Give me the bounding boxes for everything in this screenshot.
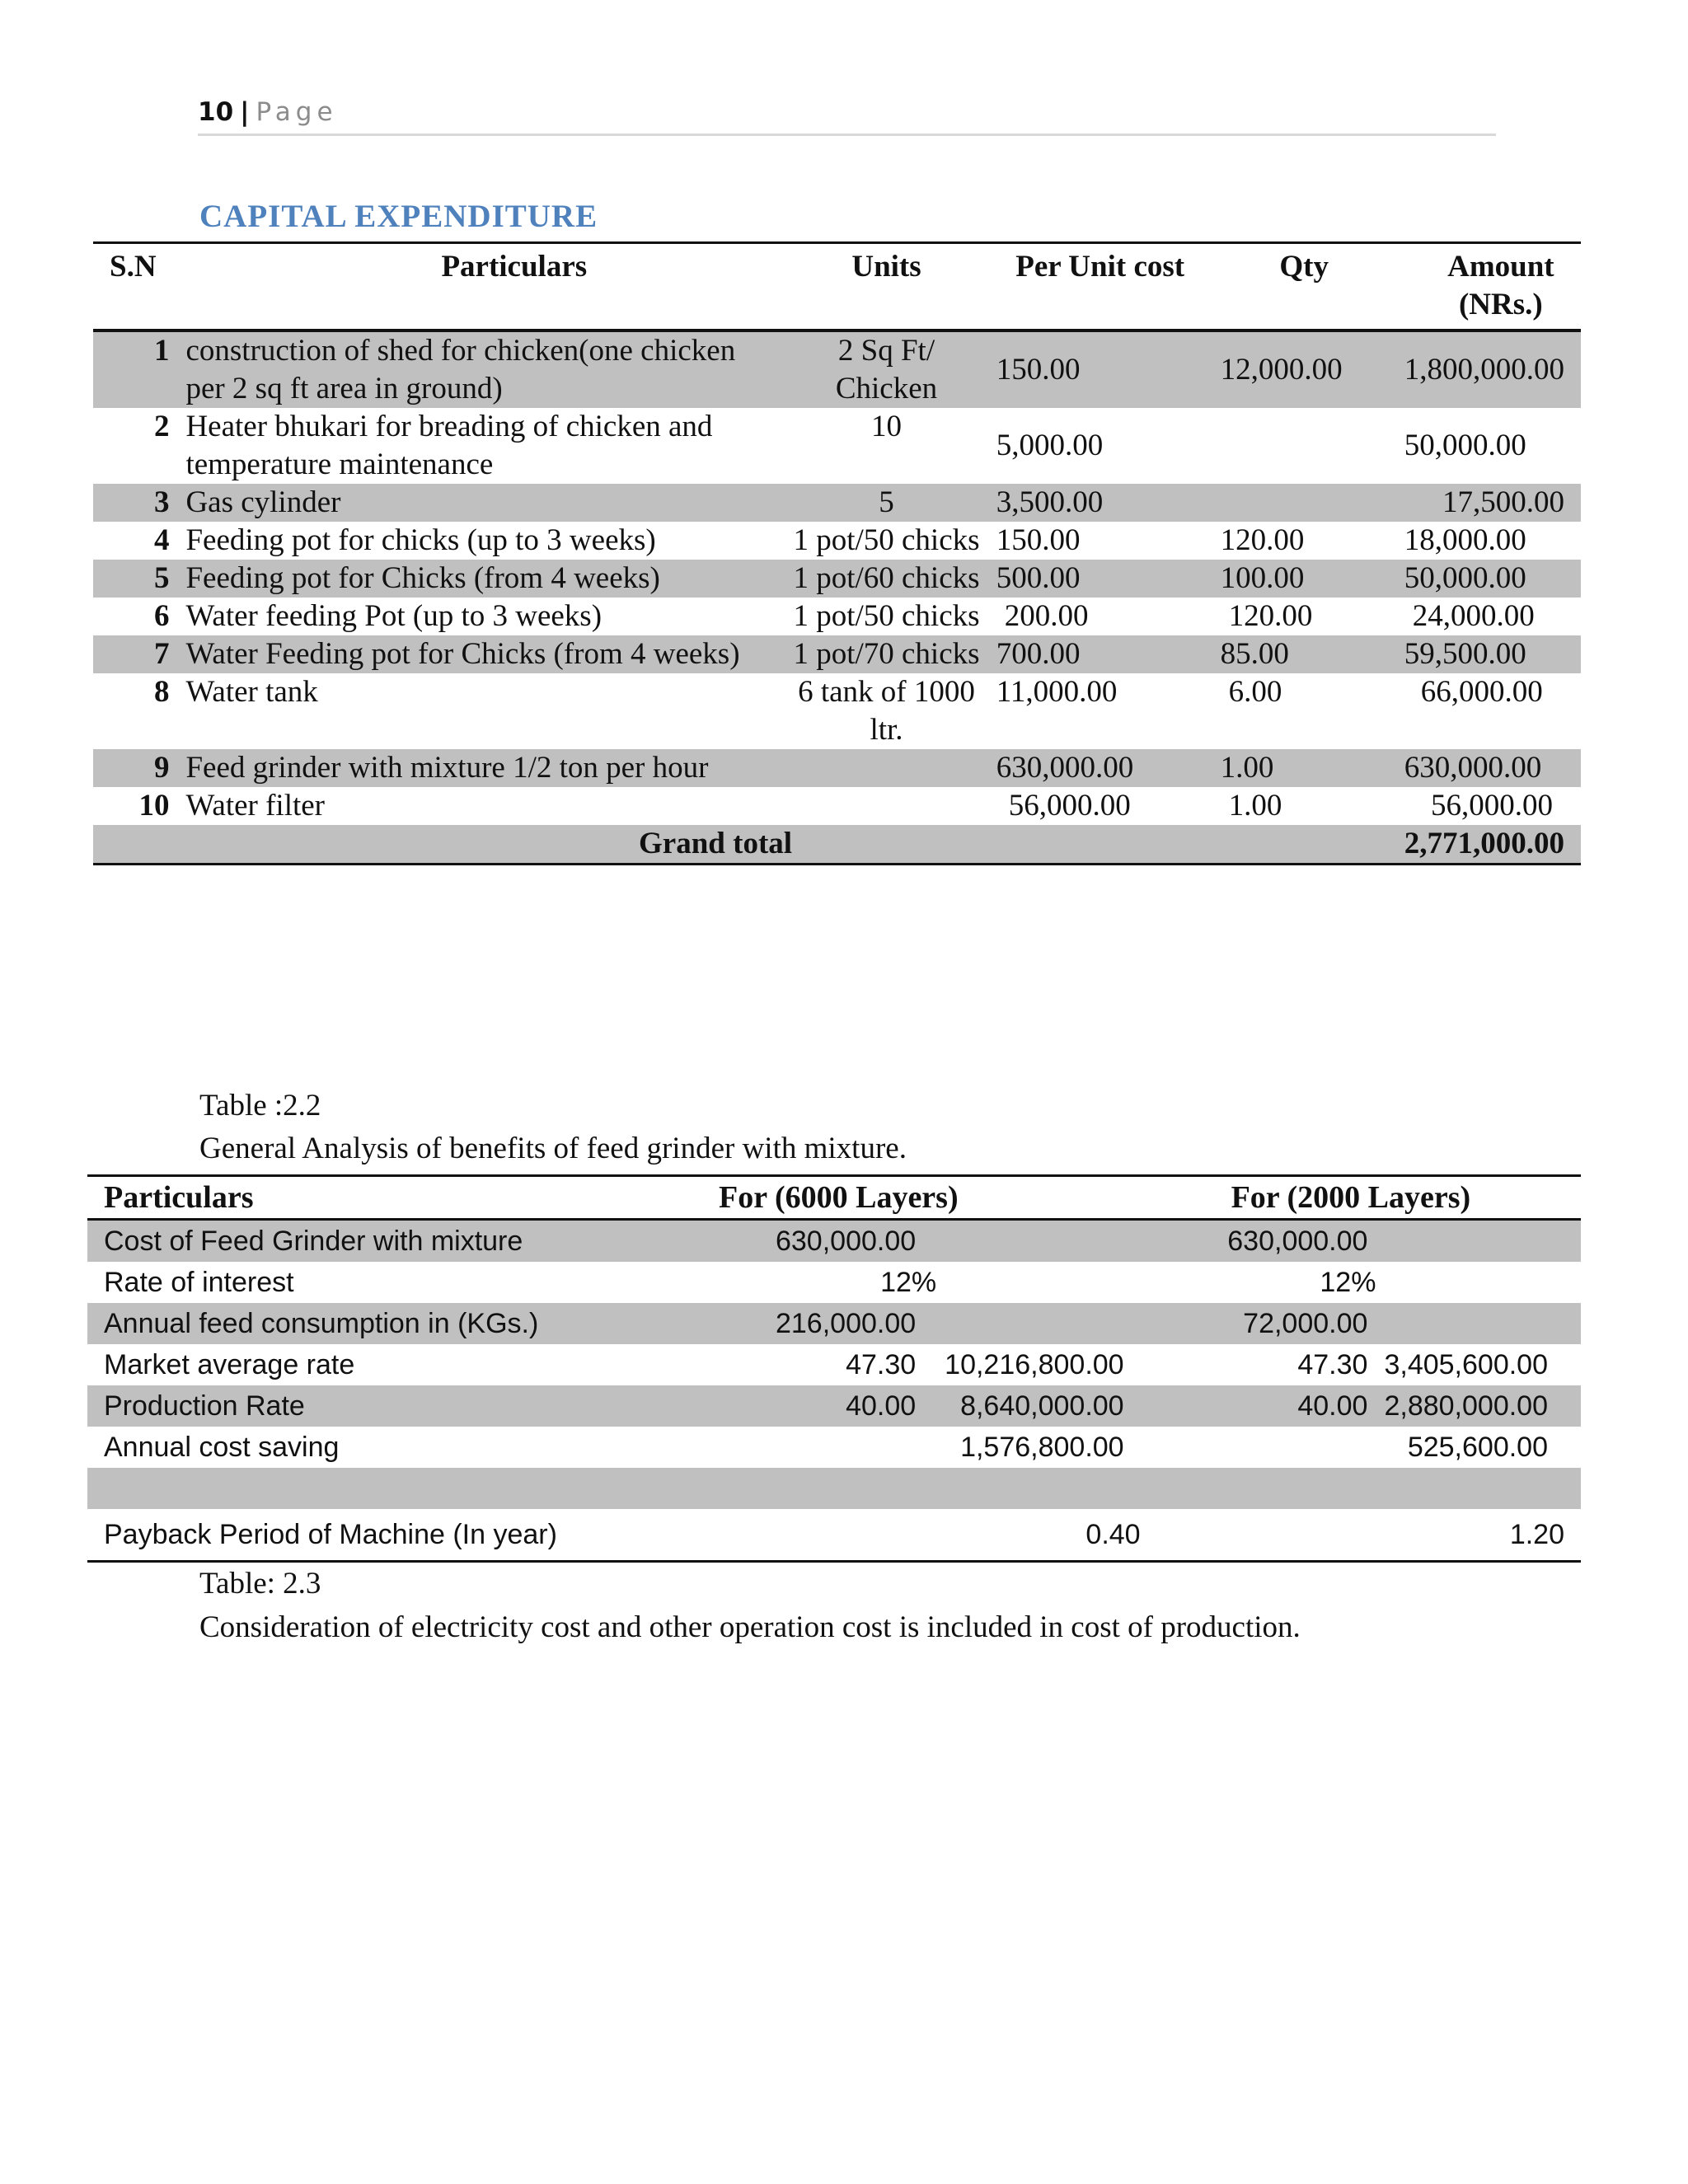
benefits-row (87, 1303, 1581, 1344)
table-caption-2-2: Table :2.2 (199, 1089, 321, 1122)
header-per-unit-cost: Per Unit cost (1015, 250, 1185, 284)
value-6000-b: 1,576,800.00 (960, 1431, 1124, 1463)
capex-row (93, 635, 1581, 673)
qty-cell (1212, 408, 1396, 484)
grand-total-row (93, 825, 1581, 865)
value-2000-a: 40.00 (1174, 1385, 1376, 1427)
value-6000-a: 12% (880, 1266, 937, 1298)
value-2000-a (1174, 1427, 1376, 1468)
amount-cell: 50,000.00 (1404, 429, 1526, 462)
header-6000-layers: For (6000 Layers) (719, 1180, 959, 1215)
value-2000-a: 47.30 (1297, 1348, 1368, 1380)
per-unit-cost-cell: 150.00 (996, 523, 1081, 557)
page-separator: | (240, 97, 250, 127)
units-cell: 2 Sq Ft/ Chicken (785, 330, 987, 408)
qty-cell: 120.00 (1220, 523, 1305, 557)
sn-cell: 7 (93, 635, 177, 673)
particulars-cell: Feeding pot for chicks (up to 3 weeks) (185, 523, 656, 557)
benefits-spacer-row (87, 1468, 1581, 1509)
capex-row (93, 749, 1581, 787)
value-6000-a: 40.00 (702, 1385, 936, 1427)
capex-row (93, 673, 1581, 749)
value-2000-b (1376, 1303, 1581, 1344)
capex-row (93, 598, 1581, 635)
particulars-cell: Heater bhukari for breading of chicken and temperature maintenance (185, 410, 713, 481)
value-6000-b (936, 1220, 1173, 1263)
units-cell: 1 pot/70 chicks (785, 635, 987, 673)
value-6000-a (702, 1427, 936, 1468)
units-cell: 10 (871, 410, 902, 443)
sn-cell: 5 (93, 560, 177, 598)
benefits-row (87, 1385, 1581, 1427)
benefits-row (87, 1220, 1581, 1263)
units-cell: 5 (785, 484, 987, 522)
amount-cell: 630,000.00 (1396, 749, 1581, 787)
payback-row (87, 1509, 1581, 1562)
value-2000-b: 2,880,000.00 (1376, 1385, 1581, 1427)
header-qty: Qty (1279, 250, 1329, 284)
benefit-label: Market average rate (104, 1348, 355, 1380)
particulars-cell: construction of shed for chicken(one chicken per 2 sq ft area in ground) (177, 330, 785, 408)
per-unit-cost-cell: 150.00 (988, 330, 1212, 408)
sn-cell: 4 (153, 523, 170, 557)
section-title: CAPITAL EXPENDITURE (199, 199, 598, 234)
units-cell: 1 pot/50 chicks (793, 523, 980, 557)
value-2000-b: 525,600.00 (1407, 1431, 1548, 1463)
sn-cell: 10 (138, 789, 170, 823)
page-word: Page (256, 97, 338, 127)
particulars-cell: Feed grinder with mixture 1/2 ton per hour (177, 749, 785, 787)
amount-cell: 24,000.00 (1412, 599, 1535, 633)
qty-cell: 6.00 (1228, 675, 1282, 709)
qty-cell: 120.00 (1228, 599, 1313, 633)
capex-row (93, 484, 1581, 522)
value-6000-a: 630,000.00 (702, 1220, 936, 1263)
header-particulars: Particulars (441, 250, 588, 284)
amount-cell: 56,000.00 (1431, 789, 1553, 823)
header-units: Units (851, 250, 921, 284)
units-cell: 1 pot/60 chicks (785, 560, 987, 598)
particulars-cell: Feeding pot for Chicks (from 4 weeks) (177, 560, 785, 598)
benefits-row (87, 1427, 1581, 1468)
units-cell: 6 tank of 1000 ltr. (798, 675, 975, 747)
cost-note: Consideration of electricity cost and other operation cost is included in cost of production. (199, 1610, 1301, 1644)
capital-expenditure-table (93, 241, 1581, 865)
value-2000-a: 12% (1320, 1266, 1376, 1298)
benefits-analysis-table (87, 1174, 1581, 1563)
particulars-cell: Water Feeding pot for Chicks (from 4 weeks) (177, 635, 785, 673)
qty-cell: 100.00 (1212, 560, 1396, 598)
sn-cell: 8 (153, 675, 170, 709)
capex-row (93, 408, 1581, 484)
particulars-cell: Water feeding Pot (up to 3 weeks) (185, 599, 603, 633)
grand-total-value: 2,771,000.00 (1396, 825, 1581, 865)
page-number: 10 (198, 97, 234, 127)
value-6000-b (936, 1262, 1173, 1303)
per-unit-cost-cell: 200.00 (1004, 599, 1089, 633)
amount-cell: 1,800,000.00 (1396, 330, 1581, 408)
header-2000-layers: For (2000 Layers) (1231, 1180, 1471, 1215)
value-6000-b: 8,640,000.00 (936, 1385, 1173, 1427)
value-2000-a: 630,000.00 (1174, 1220, 1376, 1263)
grand-total-label: Grand total (177, 825, 1212, 865)
value-2000-b (1376, 1220, 1581, 1263)
per-unit-cost-cell: 500.00 (988, 560, 1212, 598)
value-6000-b: 10,216,800.00 (945, 1348, 1124, 1380)
benefit-label: Rate of interest (104, 1266, 294, 1298)
benefits-header-row (87, 1176, 1581, 1220)
value-6000-a: 47.30 (846, 1348, 917, 1380)
page-header (198, 97, 1496, 136)
capex-header-row (93, 243, 1581, 331)
particulars-cell: Water filter (185, 789, 325, 823)
value-2000-a: 72,000.00 (1174, 1303, 1376, 1344)
sn-cell: 9 (93, 749, 177, 787)
particulars-cell: Gas cylinder (177, 484, 785, 522)
sn-cell: 2 (153, 410, 170, 443)
value-6000-b (936, 1303, 1173, 1344)
amount-cell: 50,000.00 (1396, 560, 1581, 598)
per-unit-cost-cell: 700.00 (988, 635, 1212, 673)
per-unit-cost-cell: 56,000.00 (1008, 789, 1131, 823)
header-amount: Amount (NRs.) (1447, 250, 1554, 321)
sn-cell: 3 (93, 484, 177, 522)
benefit-label: Production Rate (87, 1385, 702, 1427)
payback-label: Payback Period of Machine (In year) (87, 1509, 702, 1562)
units-cell (785, 787, 987, 825)
amount-cell: 66,000.00 (1420, 675, 1543, 709)
units-cell (785, 749, 987, 787)
sn-cell: 6 (153, 599, 170, 633)
particulars-cell: Water tank (185, 675, 318, 709)
sn-cell: 1 (93, 330, 177, 408)
payback-2000: 1.20 (1376, 1509, 1581, 1562)
qty-cell (1212, 484, 1396, 522)
per-unit-cost-cell: 630,000.00 (988, 749, 1212, 787)
benefit-label: Annual cost saving (104, 1431, 340, 1463)
per-unit-cost-cell: 5,000.00 (996, 429, 1104, 462)
benefit-label: Cost of Feed Grinder with mixture (87, 1220, 702, 1263)
header-particulars: Particulars (104, 1180, 254, 1215)
qty-cell: 12,000.00 (1212, 330, 1396, 408)
table-caption-2-3: Table: 2.3 (199, 1567, 321, 1601)
capex-row (93, 787, 1581, 825)
value-2000-b: 3,405,600.00 (1384, 1348, 1548, 1380)
qty-cell: 1.00 (1212, 749, 1396, 787)
payback-6000: 0.40 (936, 1509, 1173, 1562)
benefits-row (87, 1262, 1581, 1303)
qty-cell: 85.00 (1212, 635, 1396, 673)
amount-cell: 59,500.00 (1396, 635, 1581, 673)
per-unit-cost-cell: 3,500.00 (988, 484, 1212, 522)
amount-cell: 17,500.00 (1396, 484, 1581, 522)
capex-row (93, 560, 1581, 598)
benefit-label: Annual feed consumption in (KGs.) (87, 1303, 702, 1344)
value-2000-b (1376, 1262, 1581, 1303)
per-unit-cost-cell: 11,000.00 (996, 675, 1118, 709)
qty-cell: 1.00 (1228, 789, 1282, 823)
amount-cell: 18,000.00 (1404, 523, 1526, 557)
benefits-caption: General Analysis of benefits of feed grinder with mixture. (199, 1132, 907, 1165)
capex-row (93, 522, 1581, 560)
header-sn: S.N (110, 250, 157, 284)
capex-row (93, 330, 1581, 408)
benefits-row (87, 1344, 1581, 1385)
units-cell: 1 pot/50 chicks (793, 599, 980, 633)
value-6000-a: 216,000.00 (702, 1303, 936, 1344)
